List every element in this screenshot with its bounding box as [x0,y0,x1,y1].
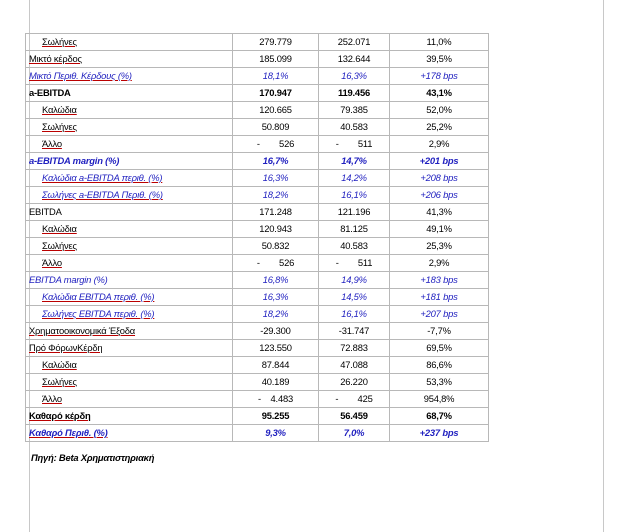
value-change-text: +208 bps [420,172,458,183]
row-label-text: Καλώδια [42,359,77,370]
row-label-text: Μικτό κέρδος [29,53,82,64]
value-current [233,255,319,272]
row-label-text: Άλλο [42,257,62,268]
table-row [26,68,489,85]
row-label [26,238,233,255]
value-change-text: 86,6% [426,359,452,370]
value-previous-text: 26.220 [340,376,368,387]
row-label [26,255,233,272]
value-previous-text: 14,5% [341,291,367,302]
value-change [390,391,489,408]
value-current [233,102,319,119]
value-change [390,323,489,340]
value-change [390,136,489,153]
row-label-text: Σωλήνες a-EBITDA Περιθ. (%) [42,189,163,200]
value-current [233,85,319,102]
value-previous [319,170,390,187]
row-label-text: Καλώδια a-EBITDA περιθ. (%) [42,172,163,183]
row-label-text: EBITDA margin (%) [29,274,108,285]
value-current-text: 279.779 [259,36,292,47]
value-current-text: 16,3% [262,291,289,302]
value-change-text: 954,8% [423,393,455,404]
table-row [26,408,489,425]
value-previous [319,204,390,221]
value-current [233,289,319,306]
value-current-text: 16,7% [262,155,289,166]
value-previous [319,357,390,374]
value-previous [319,391,390,408]
value-previous-text: 16,1% [341,308,367,319]
value-current-text: 16,8% [262,274,289,285]
value-previous-text: 132.644 [337,53,371,64]
row-label [26,425,233,442]
table-row [26,34,489,51]
value-change-text: -7,7% [427,325,451,336]
table-row [26,391,489,408]
row-label-text: Καλώδια [42,104,77,115]
row-label-text: Σωλήνες [42,240,77,251]
row-label-text: Μικτό Περιθ. Κέρδους (%) [29,70,132,81]
value-current-text: 50.832 [261,240,290,251]
value-change-text: 52,0% [426,104,452,115]
value-previous-text: 79.385 [340,104,368,115]
row-label [26,51,233,68]
value-current [233,272,319,289]
row-label-text: Άλλο [42,138,62,149]
value-previous-text: 56.459 [340,410,368,421]
row-label [26,170,233,187]
value-change [390,408,489,425]
value-previous-text: - 511 [335,138,373,149]
row-label-text: Σωλήνες EBITDA περιθ. (%) [42,308,155,319]
value-change-text: +206 bps [420,189,458,200]
value-current-text: 50.809 [261,121,290,132]
value-previous-text: 121.196 [337,206,371,217]
row-label-text: a-EBITDA [29,87,71,98]
table-row [26,340,489,357]
value-previous-text: 16,3% [341,70,367,81]
value-previous-text: 252.071 [337,36,371,47]
value-change [390,221,489,238]
value-previous-text: 40.583 [340,240,368,251]
value-current [233,51,319,68]
value-change [390,153,489,170]
value-change-text: 43,1% [426,87,452,98]
value-change [390,306,489,323]
value-previous [319,408,390,425]
row-label [26,323,233,340]
value-previous [319,306,390,323]
value-change-text: 41,3% [426,206,452,217]
value-change-text: +237 bps [419,427,459,438]
row-label-text: EBITDA [29,206,62,217]
value-previous [319,272,390,289]
value-current [233,170,319,187]
value-change [390,255,489,272]
value-change [390,204,489,221]
value-change [390,238,489,255]
value-change [390,374,489,391]
value-change-text: +201 bps [419,155,459,166]
value-previous [319,255,390,272]
value-previous [319,102,390,119]
value-previous [319,34,390,51]
value-previous-text: 14,7% [341,155,367,166]
row-label [26,68,233,85]
table-row [26,187,489,204]
value-current-text: 18,1% [262,70,289,81]
table-row [26,153,489,170]
row-label-text: Σωλήνες [42,376,77,387]
value-previous-text: - 511 [335,257,373,268]
value-previous-text: 14,2% [341,172,367,183]
value-current [233,119,319,136]
table-row [26,170,489,187]
row-label [26,272,233,289]
table-row [26,119,489,136]
value-previous-text: 47.088 [340,359,368,370]
row-label-text: a-EBITDA margin (%) [29,155,120,166]
row-label-text: Πρό ΦόρωνΚέρδη [29,342,103,353]
value-change-text: +183 bps [420,274,458,285]
value-change-text: 2,9% [428,257,450,268]
value-current [233,221,319,238]
value-current-text: 16,3% [262,172,289,183]
row-label-text: Καθαρό Περιθ. (%) [29,427,108,438]
value-previous-text: 16,1% [341,189,367,200]
row-label [26,136,233,153]
table-row [26,255,489,272]
value-change [390,187,489,204]
table-row [26,289,489,306]
value-change-text: 11,0% [426,36,452,47]
value-current [233,68,319,85]
value-change [390,85,489,102]
value-previous [319,85,390,102]
value-previous-text: 7,0% [343,427,365,438]
value-current [233,374,319,391]
value-previous-text: 72.883 [340,342,368,353]
row-label [26,102,233,119]
value-previous [319,119,390,136]
value-previous [319,374,390,391]
value-change-text: 49,1% [426,223,452,234]
row-label-text: Καλώδια [42,223,77,234]
value-current-text: - 526 [256,257,295,268]
table-row [26,136,489,153]
row-label-text: Χρηματοοικονομικά Έξοδα [29,325,136,336]
value-current-text: 95.255 [261,410,290,421]
table-row [26,272,489,289]
value-change-text: +178 bps [420,70,458,81]
value-change [390,272,489,289]
value-previous-text: 119.456 [338,87,370,98]
value-previous-text: 81.125 [340,223,368,234]
row-label-text: Καθαρό κέρδη [29,410,91,421]
value-previous [319,238,390,255]
row-label [26,187,233,204]
row-label [26,289,233,306]
row-label [26,306,233,323]
row-label [26,408,233,425]
value-change [390,102,489,119]
row-label [26,85,233,102]
table-row [26,374,489,391]
value-change-text: 25,2% [426,121,452,132]
value-previous [319,340,390,357]
table-row [26,51,489,68]
row-label [26,204,233,221]
value-previous [319,425,390,442]
table-row [26,102,489,119]
value-current-text: 18,2% [262,189,289,200]
value-change [390,289,489,306]
value-change [390,425,489,442]
row-label [26,221,233,238]
value-current-text: - 4.483 [257,393,293,404]
value-change-text: 53,3% [426,376,452,387]
value-current-text: 40.189 [261,376,290,387]
table-row [26,357,489,374]
row-label [26,34,233,51]
value-current [233,340,319,357]
value-current [233,204,319,221]
value-change [390,34,489,51]
table-row [26,85,489,102]
value-change [390,357,489,374]
value-current-text: 120.943 [259,223,292,234]
row-label-text: Σωλήνες [42,36,77,47]
value-previous-text: 14,9% [341,274,367,285]
value-change-text: 2,9% [428,138,450,149]
value-current [233,323,319,340]
value-current-text: 123.550 [259,342,292,353]
value-change-text: 69,5% [426,342,452,353]
value-current [233,238,319,255]
row-label [26,374,233,391]
value-current [233,306,319,323]
value-previous [319,68,390,85]
value-change-text: +207 bps [420,308,458,319]
value-current-text: - 526 [256,138,295,149]
source-note: Πηγή: Beta Χρηματιστηριακή [31,452,155,463]
table-row [26,323,489,340]
value-previous [319,187,390,204]
value-current [233,357,319,374]
value-current [233,408,319,425]
value-previous-text: -31.747 [338,325,370,336]
row-label [26,357,233,374]
value-change [390,119,489,136]
value-current [233,153,319,170]
value-current-text: 185.099 [259,53,292,64]
value-current [233,136,319,153]
value-change-text: 68,7% [426,410,452,421]
value-current-text: 120.665 [259,104,292,115]
table-row [26,221,489,238]
value-current-text: 9,3% [265,427,286,438]
value-current-text: 170.947 [259,87,292,98]
value-previous [319,289,390,306]
value-current [233,425,319,442]
value-change-text: 39,5% [426,53,452,64]
row-label [26,119,233,136]
value-change [390,68,489,85]
value-change [390,340,489,357]
row-label [26,391,233,408]
table-row [26,425,489,442]
table-row [26,306,489,323]
financial-table [25,33,489,442]
value-change-text: +181 bps [420,291,458,302]
row-label [26,153,233,170]
row-label-text: Καλώδια EBITDA περιθ. (%) [42,291,155,302]
value-current-text: 171.248 [259,206,292,217]
value-previous [319,153,390,170]
row-label-text: Άλλο [42,393,62,404]
value-current [233,391,319,408]
value-current-text: -29.300 [260,325,291,336]
value-previous [319,51,390,68]
value-previous [319,323,390,340]
row-label-text: Σωλήνες [42,121,77,132]
value-current-text: 18,2% [262,308,289,319]
value-change [390,170,489,187]
value-previous [319,136,390,153]
value-current [233,187,319,204]
value-change-text: 25,3% [426,240,452,251]
value-previous [319,221,390,238]
value-current [233,34,319,51]
value-current-text: 87.844 [261,359,290,370]
value-change [390,51,489,68]
row-label [26,340,233,357]
value-previous-text: - 425 [335,393,373,404]
table-row [26,204,489,221]
value-previous-text: 40.583 [340,121,368,132]
table-row [26,238,489,255]
